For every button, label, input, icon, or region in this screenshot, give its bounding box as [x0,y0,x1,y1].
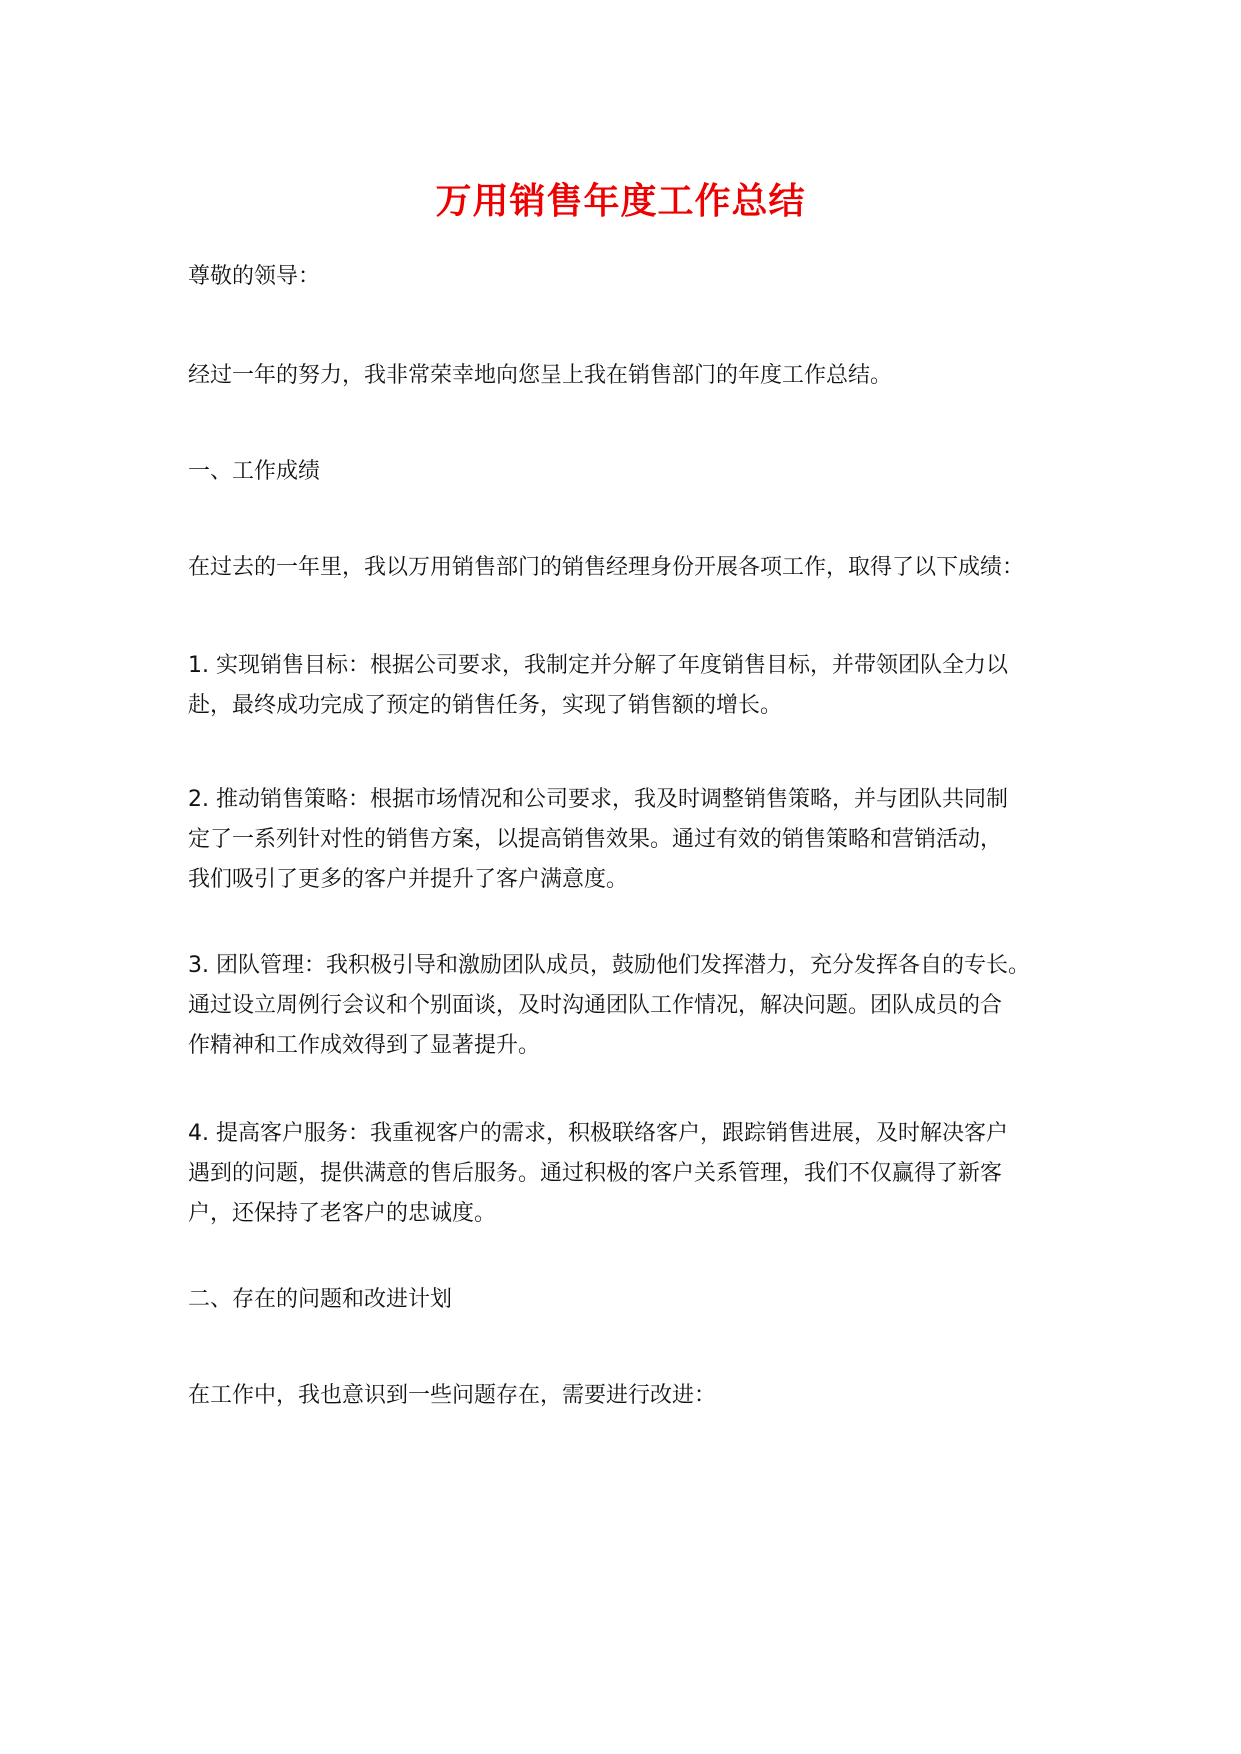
item-line: 通过设立周例行会议和个别面谈，及时沟通团队工作情况，解决问题。团队成员的合 [188,993,1003,1018]
item-line: 作精神和工作成效得到了显著提升。 [188,1033,541,1058]
item-line: 我们吸引了更多的客户并提升了客户满意度。 [188,867,629,892]
section-heading-issues: 二、存在的问题和改进计划 [188,1287,453,1312]
item-line: 2. 推动销售策略：根据市场情况和公司要求，我及时调整销售策略，并与团队共同制 [188,787,1008,812]
item-line: 1. 实现销售目标：根据公司要求，我制定并分解了年度销售目标，并带领团队全力以 [188,653,1008,678]
greeting: 尊敬的领导： [188,264,321,289]
intro-paragraph: 经过一年的努力，我非常荣幸地向您呈上我在销售部门的年度工作总结。 [188,363,893,388]
item-line: 3. 团队管理：我积极引导和激励团队成员，鼓励他们发挥潜力，充分发挥各自的专长。 [188,953,1030,978]
item-line: 遇到的问题，提供满意的售后服务。通过积极的客户关系管理，我们不仅赢得了新客 [188,1161,1003,1186]
document-title: 万用销售年度工作总结 [435,181,806,222]
item-line: 定了一系列针对性的销售方案，以提高销售效果。通过有效的销售策略和营销活动， [188,827,1003,852]
achievement-item-3 [188,946,1088,1066]
achievement-item-4 [188,1114,1088,1234]
section-intro-achievements: 在过去的一年里，我以万用销售部门的销售经理身份开展各项工作，取得了以下成绩： [188,555,1025,580]
achievement-item-2 [188,780,1088,900]
section-intro-issues: 在工作中，我也意识到一些问题存在，需要进行改进： [188,1383,717,1408]
section-heading-achievements: 一、工作成绩 [188,459,321,484]
item-line: 赴，最终成功完成了预定的销售任务，实现了销售额的增长。 [188,693,783,718]
item-line: 4. 提高客户服务：我重视客户的需求，积极联络客户，跟踪销售进展，及时解决客户 [188,1121,1008,1146]
item-line: 户，还保持了老客户的忠诚度。 [188,1201,497,1226]
achievement-item-1 [188,646,1088,726]
